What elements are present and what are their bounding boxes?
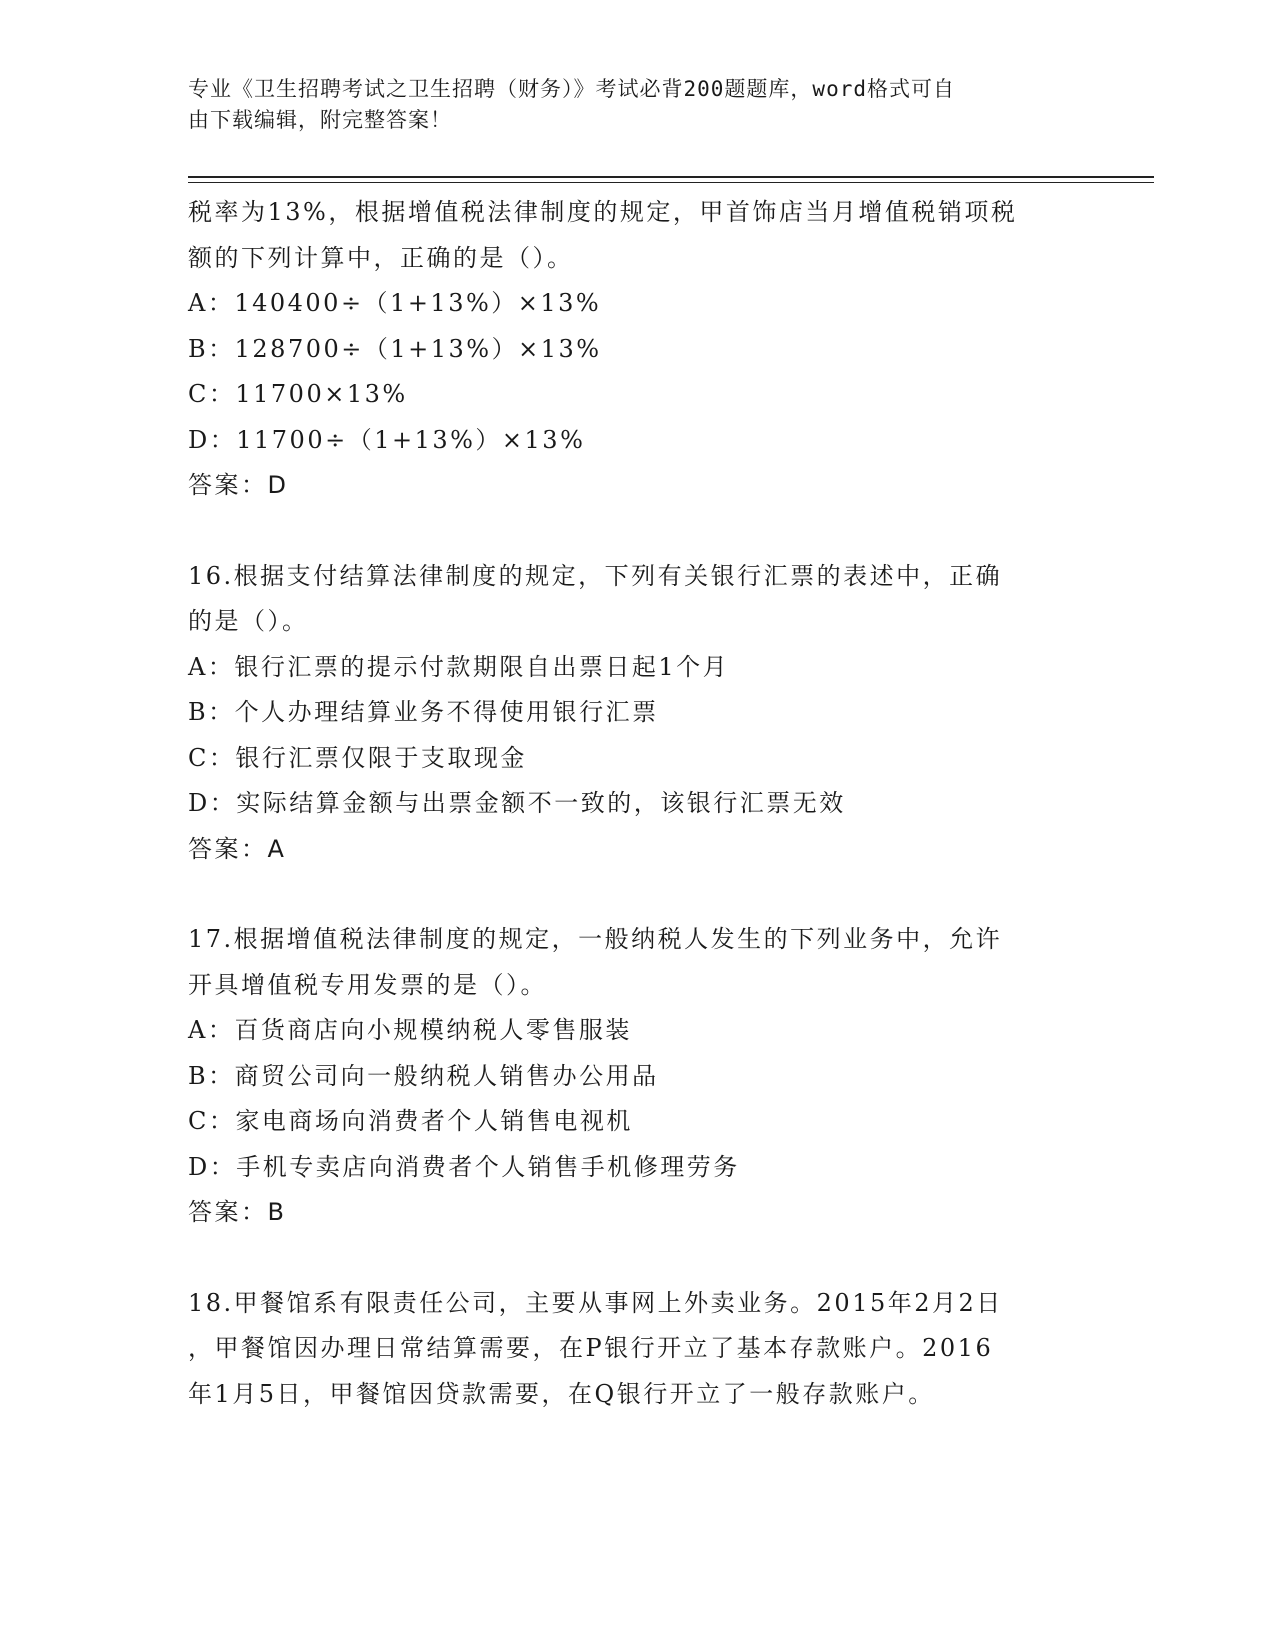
option-c: C：11700×13%	[188, 380, 408, 408]
question-18	[188, 1281, 1088, 1418]
answer	[188, 1190, 1088, 1236]
answer-label: 答案：	[188, 1198, 268, 1226]
option-a: A：银行汇票的提示付款期限自出票日起1个月	[188, 652, 730, 681]
document-body	[188, 190, 1088, 1417]
answer-value: D	[267, 471, 289, 499]
option-b: B：商贸公司向一般纳税人销售办公用品	[188, 1061, 659, 1090]
question-stem-line: 18.甲餐馆系有限责任公司，主要从事网上外卖业务。2015年2月2日	[188, 1288, 1003, 1317]
option-c: C：家电商场向消费者个人销售电视机	[188, 1107, 633, 1135]
spacer	[188, 509, 1088, 554]
question-stem-line: 的是（）。	[188, 607, 309, 635]
answer	[188, 463, 1088, 509]
question-stem-line: ，甲餐馆因办理日常结算需要，在P银行开立了基本存款账户。2016	[188, 1334, 994, 1362]
header-divider-thin	[188, 182, 1154, 183]
answer-value: B	[267, 1198, 287, 1226]
page-header	[188, 74, 1068, 136]
answer-label: 答案：	[188, 471, 268, 499]
option-a: A：百货商店向小规模纳税人零售服装	[188, 1016, 632, 1044]
question-15	[188, 190, 1088, 509]
header-line-1: 专业《卫生招聘考试之卫生招聘（财务）》考试必背200题题库，word格式可自	[188, 77, 955, 101]
option-d: D：11700÷（1+13%）×13%	[188, 425, 586, 454]
option-b: B：个人办理结算业务不得使用银行汇票	[188, 698, 659, 726]
question-stem-line: 额的下列计算中，正确的是（）。	[188, 243, 574, 272]
question-stem-line: 税率为13%，根据增值税法律制度的规定，甲首饰店当月增值税销项税	[188, 198, 1018, 226]
option-c: C：银行汇票仅限于支取现金	[188, 743, 527, 772]
answer-value: A	[267, 834, 287, 863]
option-a: A：140400÷（1+13%）×13%	[188, 289, 602, 317]
answer-label: 答案：	[188, 834, 268, 863]
option-d: D：手机专卖店向消费者个人销售手机修理劳务	[188, 1152, 740, 1181]
spacer	[188, 1236, 1088, 1281]
question-17	[188, 917, 1088, 1236]
option-b: B：128700÷（1+13%）×13%	[188, 334, 602, 363]
option-d: D：实际结算金额与出票金额不一致的，该银行汇票无效	[188, 789, 846, 817]
question-stem-line: 开具增值税专用发票的是（）。	[188, 970, 547, 999]
answer	[188, 827, 1088, 873]
question-stem-line: 16.根据支付结算法律制度的规定，下列有关银行汇票的表述中，正确	[188, 561, 1003, 590]
question-stem-line: 年1月5日，甲餐馆因贷款需要，在Q银行开立了一般存款账户。	[188, 1379, 935, 1408]
question-stem-line: 17.根据增值税法律制度的规定，一般纳税人发生的下列业务中，允许	[188, 925, 1003, 953]
question-16	[188, 554, 1088, 873]
spacer	[188, 872, 1088, 917]
header-line-2: 由下载编辑，附完整答案！	[188, 108, 452, 132]
header-divider-thick	[188, 176, 1154, 178]
